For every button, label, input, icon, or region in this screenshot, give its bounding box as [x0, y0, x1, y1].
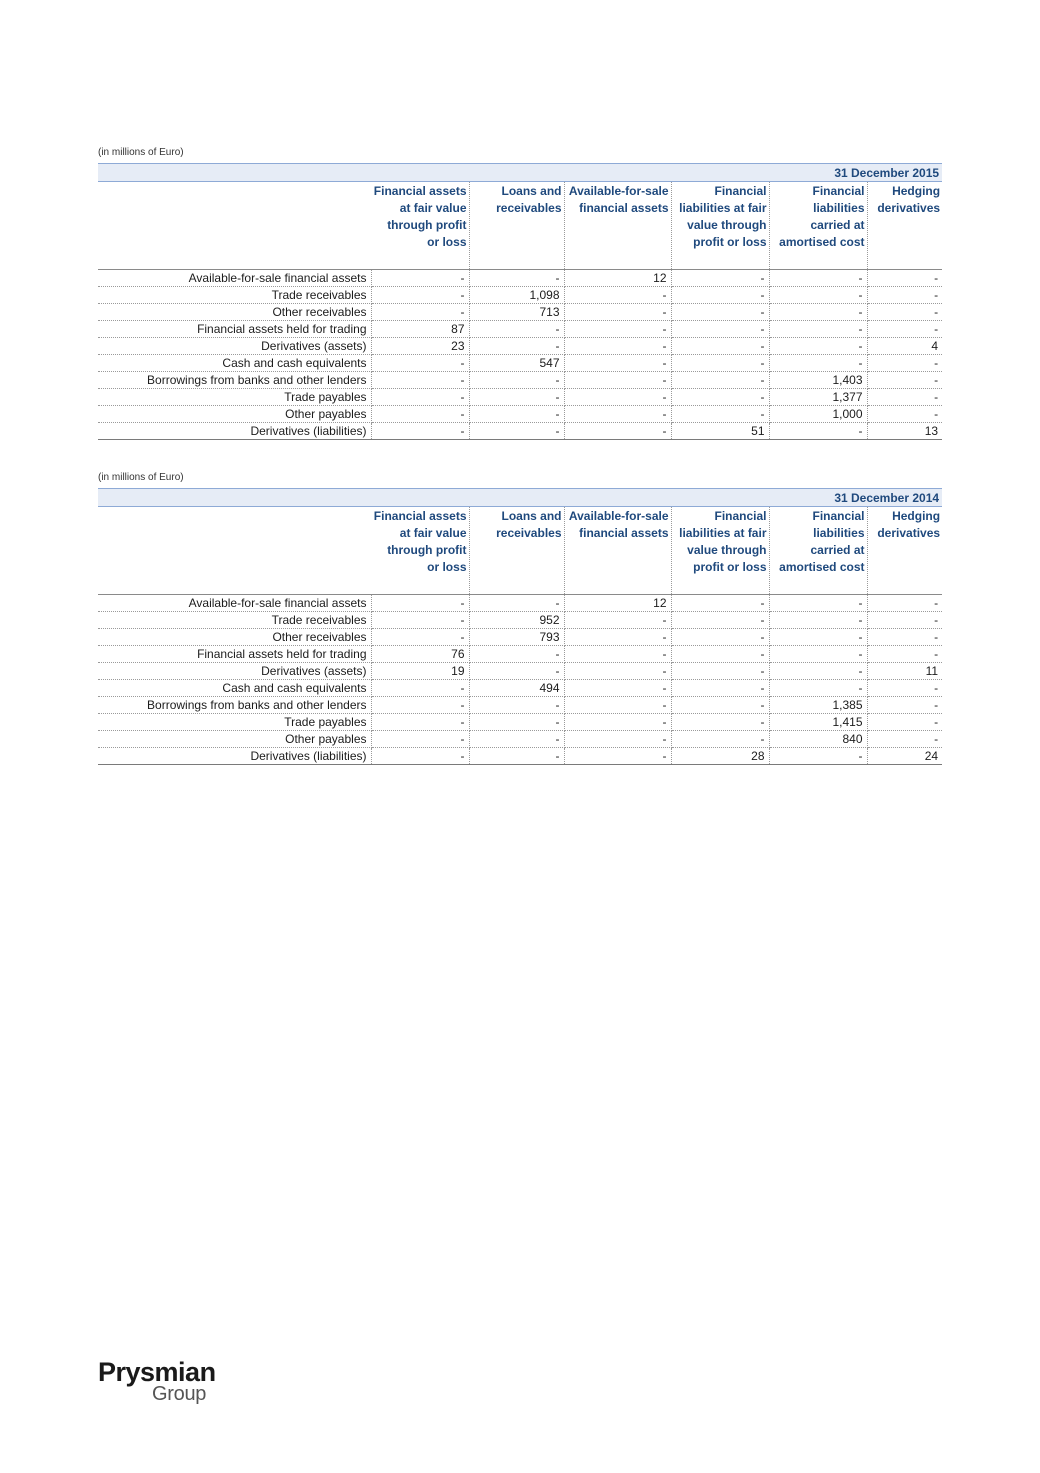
- value-cell: -: [671, 372, 769, 389]
- value-cell: -: [564, 612, 671, 629]
- table-row: [98, 423, 942, 440]
- value-cell: -: [371, 680, 469, 697]
- value-cell: 28: [671, 748, 769, 765]
- value-cell: -: [371, 406, 469, 423]
- unit-note: (in millions of Euro): [98, 147, 184, 158]
- value-cell: 87: [371, 321, 469, 338]
- value-cell: -: [769, 338, 867, 355]
- value-cell: -: [867, 372, 942, 389]
- col-header: Financial liabilities at fair value through profit or loss: [671, 182, 769, 270]
- value-cell: -: [564, 629, 671, 646]
- table-row: [98, 321, 942, 338]
- value-cell: -: [371, 731, 469, 748]
- value-cell: -: [867, 731, 942, 748]
- value-cell: -: [671, 406, 769, 423]
- value-cell: -: [671, 663, 769, 680]
- value-cell: -: [469, 270, 564, 287]
- table-row: [98, 389, 942, 406]
- value-cell: 494: [469, 680, 564, 697]
- value-cell: -: [371, 270, 469, 287]
- value-cell: -: [769, 663, 867, 680]
- value-cell: -: [371, 372, 469, 389]
- value-cell: -: [769, 646, 867, 663]
- value-cell: -: [469, 697, 564, 714]
- col-header: Hedging derivatives: [867, 182, 942, 270]
- value-cell: -: [867, 612, 942, 629]
- row-label: Other receivables: [98, 629, 371, 646]
- value-cell: -: [867, 321, 942, 338]
- row-label: Cash and cash equivalents: [98, 355, 371, 372]
- value-cell: -: [469, 321, 564, 338]
- col-header: Loans and receivables: [469, 507, 564, 595]
- value-cell: -: [867, 629, 942, 646]
- value-cell: -: [671, 714, 769, 731]
- value-cell: 11: [867, 663, 942, 680]
- value-cell: -: [769, 595, 867, 612]
- row-label: Borrowings from banks and other lenders: [98, 697, 371, 714]
- col-header: Financial liabilities at fair value through profit or loss: [671, 507, 769, 595]
- value-cell: 13: [867, 423, 942, 440]
- value-cell: -: [671, 595, 769, 612]
- value-cell: -: [564, 321, 671, 338]
- value-cell: -: [671, 646, 769, 663]
- date-header-row: [98, 164, 942, 182]
- value-cell: -: [867, 406, 942, 423]
- table-row: [98, 714, 942, 731]
- table-block-2014: [98, 471, 942, 765]
- value-cell: -: [867, 680, 942, 697]
- row-label: Derivatives (liabilities): [98, 423, 371, 440]
- table-row: [98, 748, 942, 765]
- value-cell: -: [564, 355, 671, 372]
- value-cell: -: [371, 714, 469, 731]
- value-cell: -: [469, 731, 564, 748]
- value-cell: -: [671, 389, 769, 406]
- value-cell: -: [671, 304, 769, 321]
- value-cell: -: [671, 731, 769, 748]
- value-cell: -: [867, 697, 942, 714]
- value-cell: -: [564, 663, 671, 680]
- col-header: Available-for-sale financial assets: [564, 507, 671, 595]
- table-row: [98, 680, 942, 697]
- logo-subtitle: Group: [152, 1383, 207, 1405]
- value-cell: -: [371, 355, 469, 372]
- row-label: Derivatives (assets): [98, 338, 371, 355]
- value-cell: -: [671, 270, 769, 287]
- row-label-header: [98, 182, 371, 270]
- value-cell: -: [469, 646, 564, 663]
- value-cell: -: [469, 714, 564, 731]
- column-header-row: [98, 507, 942, 595]
- value-cell: 1,098: [469, 287, 564, 304]
- date-header-row: [98, 489, 942, 507]
- table-block-2015: [98, 146, 942, 440]
- value-cell: -: [769, 270, 867, 287]
- value-cell: -: [564, 680, 671, 697]
- value-cell: -: [564, 646, 671, 663]
- value-cell: -: [671, 338, 769, 355]
- value-cell: -: [371, 748, 469, 765]
- value-cell: -: [671, 697, 769, 714]
- table-row: [98, 629, 942, 646]
- value-cell: -: [671, 612, 769, 629]
- row-label: Cash and cash equivalents: [98, 680, 371, 697]
- value-cell: -: [371, 595, 469, 612]
- col-header: Available-for-sale financial assets: [564, 182, 671, 270]
- table-row: [98, 697, 942, 714]
- value-cell: 952: [469, 612, 564, 629]
- value-cell: -: [671, 629, 769, 646]
- value-cell: -: [671, 287, 769, 304]
- prysmian-group-logo: [98, 1357, 228, 1413]
- table-row: [98, 731, 942, 748]
- value-cell: -: [564, 714, 671, 731]
- col-header: Financial assets at fair value through profit or loss: [371, 507, 469, 595]
- value-cell: -: [769, 748, 867, 765]
- value-cell: 12: [564, 270, 671, 287]
- value-cell: -: [469, 423, 564, 440]
- value-cell: -: [469, 389, 564, 406]
- value-cell: -: [867, 714, 942, 731]
- value-cell: -: [564, 748, 671, 765]
- table-row: [98, 612, 942, 629]
- row-label: Financial assets held for trading: [98, 646, 371, 663]
- value-cell: 24: [867, 748, 942, 765]
- row-label: Trade payables: [98, 389, 371, 406]
- value-cell: 1,377: [769, 389, 867, 406]
- row-label: Borrowings from banks and other lenders: [98, 372, 371, 389]
- row-label: Available-for-sale financial assets: [98, 270, 371, 287]
- value-cell: -: [564, 389, 671, 406]
- row-label: Other payables: [98, 731, 371, 748]
- col-header: Financial liabilities carried at amortised cost: [769, 507, 867, 595]
- value-cell: -: [769, 680, 867, 697]
- row-label: Financial assets held for trading: [98, 321, 371, 338]
- value-cell: -: [371, 697, 469, 714]
- row-label: Trade receivables: [98, 612, 371, 629]
- value-cell: 1,385: [769, 697, 867, 714]
- row-label: Other receivables: [98, 304, 371, 321]
- value-cell: 840: [769, 731, 867, 748]
- table-date: 31 December 2014: [98, 489, 942, 507]
- value-cell: -: [769, 355, 867, 372]
- value-cell: 547: [469, 355, 564, 372]
- table-row: [98, 406, 942, 423]
- value-cell: -: [564, 697, 671, 714]
- table-row: [98, 663, 942, 680]
- row-label: Derivatives (liabilities): [98, 748, 371, 765]
- value-cell: 713: [469, 304, 564, 321]
- value-cell: -: [867, 287, 942, 304]
- value-cell: 12: [564, 595, 671, 612]
- financial-instruments-table-2015: [98, 163, 942, 440]
- value-cell: -: [671, 680, 769, 697]
- value-cell: -: [867, 389, 942, 406]
- value-cell: 19: [371, 663, 469, 680]
- column-header-row: [98, 182, 942, 270]
- table-row: [98, 372, 942, 389]
- row-label: Trade payables: [98, 714, 371, 731]
- value-cell: -: [769, 629, 867, 646]
- value-cell: -: [469, 748, 564, 765]
- value-cell: 76: [371, 646, 469, 663]
- value-cell: 1,415: [769, 714, 867, 731]
- value-cell: -: [564, 731, 671, 748]
- value-cell: -: [867, 304, 942, 321]
- row-label-header: [98, 507, 371, 595]
- value-cell: 23: [371, 338, 469, 355]
- value-cell: 51: [671, 423, 769, 440]
- value-cell: -: [469, 406, 564, 423]
- table-row: [98, 338, 942, 355]
- value-cell: -: [564, 304, 671, 321]
- value-cell: -: [671, 321, 769, 338]
- value-cell: 1,000: [769, 406, 867, 423]
- value-cell: -: [371, 423, 469, 440]
- unit-note: (in millions of Euro): [98, 472, 184, 483]
- value-cell: -: [769, 423, 867, 440]
- value-cell: -: [469, 663, 564, 680]
- value-cell: -: [867, 270, 942, 287]
- col-header: Hedging derivatives: [867, 507, 942, 595]
- value-cell: -: [371, 389, 469, 406]
- value-cell: -: [371, 629, 469, 646]
- col-header: Financial liabilities carried at amortised cost: [769, 182, 867, 270]
- col-header: Loans and receivables: [469, 182, 564, 270]
- value-cell: -: [469, 595, 564, 612]
- value-cell: -: [564, 338, 671, 355]
- value-cell: -: [671, 355, 769, 372]
- table-row: [98, 355, 942, 372]
- row-label: Other payables: [98, 406, 371, 423]
- col-header: Financial assets at fair value through profit or loss: [371, 182, 469, 270]
- value-cell: -: [867, 646, 942, 663]
- value-cell: -: [371, 612, 469, 629]
- value-cell: -: [564, 423, 671, 440]
- financial-instruments-table-2014: [98, 488, 942, 765]
- value-cell: -: [769, 304, 867, 321]
- value-cell: -: [867, 595, 942, 612]
- value-cell: -: [769, 321, 867, 338]
- table-row: [98, 287, 942, 304]
- value-cell: -: [469, 372, 564, 389]
- table-row: [98, 646, 942, 663]
- table-date: 31 December 2015: [98, 164, 942, 182]
- value-cell: 4: [867, 338, 942, 355]
- value-cell: -: [769, 287, 867, 304]
- value-cell: 793: [469, 629, 564, 646]
- row-label: Trade receivables: [98, 287, 371, 304]
- table-row: [98, 304, 942, 321]
- value-cell: -: [769, 612, 867, 629]
- value-cell: -: [564, 372, 671, 389]
- row-label: Available-for-sale financial assets: [98, 595, 371, 612]
- value-cell: -: [371, 287, 469, 304]
- table-row: [98, 595, 942, 612]
- table-row: [98, 270, 942, 287]
- value-cell: -: [867, 355, 942, 372]
- value-cell: -: [564, 406, 671, 423]
- value-cell: -: [469, 338, 564, 355]
- value-cell: -: [371, 304, 469, 321]
- logo-wordmark: Prysmian: [98, 1357, 216, 1387]
- value-cell: 1,403: [769, 372, 867, 389]
- value-cell: -: [564, 287, 671, 304]
- row-label: Derivatives (assets): [98, 663, 371, 680]
